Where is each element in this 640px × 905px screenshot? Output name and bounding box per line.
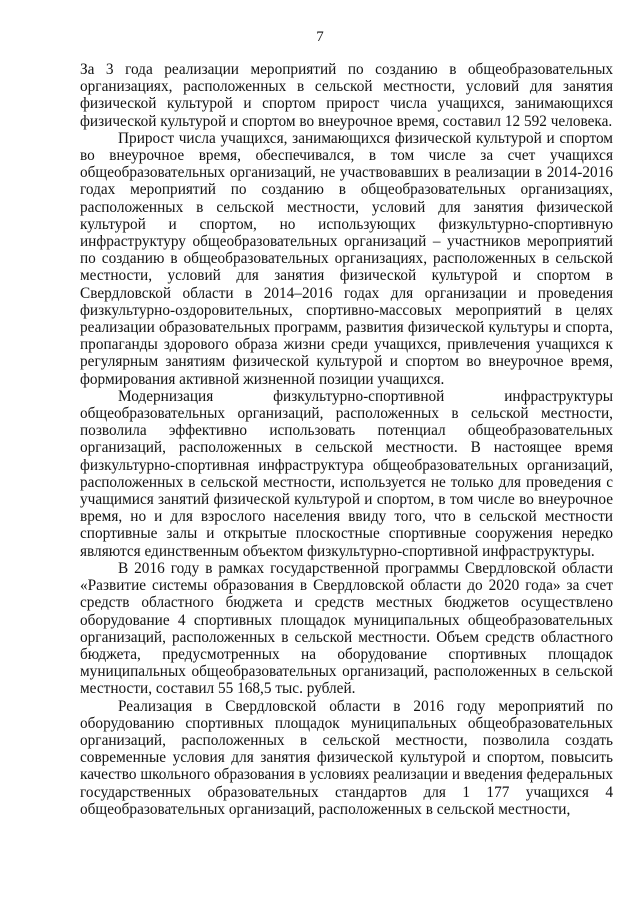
paragraph: В 2016 году в рамках государственной программы Свердловской области «Развитие системы образования в Свердловской области до 2020 года» за счет средств областного бюджета и средств местных бюджетов осуществлено оборудование 4 спортивных площадок муниципальных общеобразовательных организаций, расположенных в сельской местности. Объем средств областного бюджета, предусмотренных на оборудование спортивных площадок муниципальных общеобразовательных организаций, расположенных в сельской местности, составил 55 168,5 тыс. рублей. bbox=[80, 559, 613, 698]
paragraph: Прирост числа учащихся, занимающихся физической культурой и спортом во внеурочное время, обеспечивался, в том числе за счет учащихся общеобразовательных организаций, не участвовавших в реализации в 2014-2016 годах мероприятий по созданию в общеобразовательных организациях, расположенных в сельской местности, условий для занятия физической культурой и спортом, но использующих физкультурно-спортивную инфраструктуру общеобразовательных организаций – участников мероприятий по созданию в общеобразовательных организациях, расположенных в сельской местности, условий для занятия физической культурой и спортом в Свердловской области в 2014–2016 годах для организации и проведения физкультурно-оздоровительных, спортивно-массовых мероприятий в целях реализации образовательных программ, развития физической культуры и спорта, пропаганды здорового образа жизни среди учащихся, привлечения учащихся к регулярным занятиям физической культурой и спортом во внеурочное время, формирования активной жизненной позиции учащихся. bbox=[80, 129, 613, 388]
document-body bbox=[80, 61, 613, 818]
paragraph: За 3 года реализации мероприятий по созданию в общеобразовательных организациях, расположенных в сельской местности, условий для занятия физической культурой и спортом прирост числа учащихся, занимающихся физической культурой и спортом во внеурочное время, составил 12 592 человека. bbox=[80, 61, 613, 130]
paragraph: Реализация в Свердловской области в 2016 году мероприятий по оборудованию спортивных площадок муниципальных общеобразовательных организаций, расположенных в сельской местности, позволила создать современные условия для занятия физической культурой и спортом, повысить качество школьного образования в условиях реализации и введения федеральных государственных образовательных стандартов для 1 177 учащихся 4 общеобразовательных организаций, расположенных в сельской местности, bbox=[80, 697, 613, 818]
paragraph: Модернизация физкультурно-спортивной инфраструктуры общеобразовательных организаций, расположенных в сельской местности, позволила эффективно использовать потенциал общеобразовательных организаций, расположенных в сельской местности. В настоящее время физкультурно-спортивная инфраструктура общеобразовательных организаций, расположенных в сельской местности, используется не только для проведения с учащимися занятий физической культурой и спортом, в том числе во внеурочное время, но и для взрослого населения ввиду того, что в сельской местности спортивные залы и открытые плоскостные спортивные сооружения нередко являются единственным объектом физкультурно-спортивной инфраструктуры. bbox=[80, 387, 613, 560]
page-number: 7 bbox=[316, 29, 324, 45]
